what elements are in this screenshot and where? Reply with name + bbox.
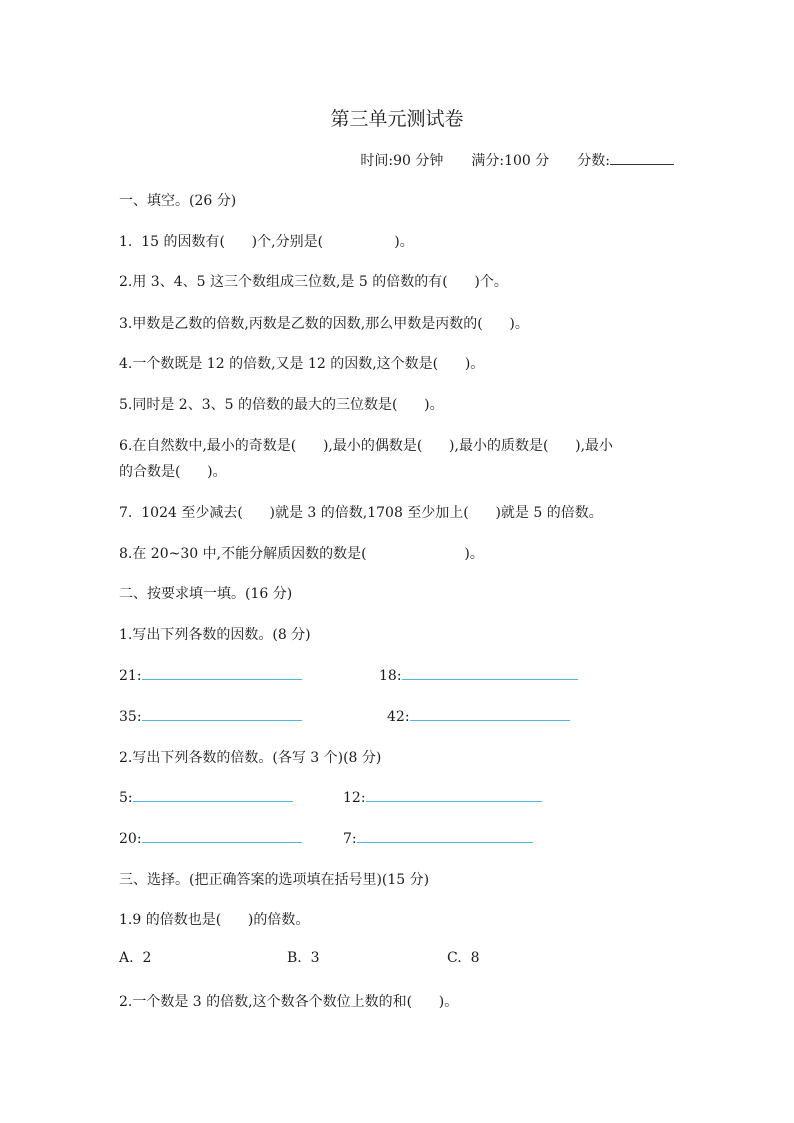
score-label: 分数: — [577, 153, 610, 169]
answer-line[interactable] — [366, 787, 542, 802]
question-1-2: 2.用 3、4、5 这三个数组成三位数,是 5 的倍数的有( )个。 — [119, 274, 508, 290]
section2-sub2: 2.写出下列各数的倍数。(各写 3 个)(8 分) — [119, 750, 382, 766]
multiple-item-20: 20: — [119, 828, 302, 847]
score-field — [577, 153, 674, 169]
question-1-1: 1. 15 的因数有( )个,分别是( )。 — [119, 234, 414, 250]
answer-line[interactable] — [410, 706, 570, 721]
factor-item-21: 21: — [119, 665, 302, 684]
answer-line[interactable] — [133, 787, 293, 802]
answer-line[interactable] — [402, 665, 578, 680]
section1-heading: 一、填空。(26 分) — [119, 193, 237, 209]
question-3-1: 1.9 的倍数也是( )的倍数。 — [119, 912, 310, 928]
full-score: 满分:100 分 — [471, 153, 550, 169]
question-1-7: 7. 1024 至少减去( )就是 3 的倍数,1708 至少加上( )就是 5 的倍数。 — [119, 505, 603, 521]
section2-sub1: 1.写出下列各数的因数。(8 分) — [119, 627, 311, 643]
answer-line[interactable] — [142, 706, 302, 721]
option-c[interactable]: C. 8 — [447, 950, 480, 966]
factor-item-35: 35: — [119, 706, 302, 725]
question-1-6-line2: 的合数是( )。 — [119, 464, 227, 480]
question-1-4: 4.一个数既是 12 的倍数,又是 12 的因数,这个数是( )。 — [119, 356, 485, 372]
score-blank[interactable] — [610, 152, 674, 165]
answer-line[interactable] — [142, 665, 302, 680]
question-1-8: 8.在 20~30 中,不能分解质因数的数是( )。 — [119, 546, 484, 562]
section2-heading: 二、按要求填一填。(16 分) — [119, 586, 293, 602]
question-1-3: 3.甲数是乙数的倍数,丙数是乙数的因数,那么甲数是丙数的( )。 — [119, 316, 529, 332]
multiple-item-7: 7: — [343, 828, 533, 847]
factor-item-42: 42: — [387, 706, 570, 725]
option-b[interactable]: B. 3 — [287, 950, 320, 966]
page-title: 第三单元测试卷 — [330, 108, 464, 130]
multiple-item-5: 5: — [119, 787, 293, 806]
multiple-item-12: 12: — [343, 787, 542, 806]
answer-line[interactable] — [142, 828, 302, 843]
answer-line[interactable] — [357, 828, 533, 843]
question-1-6-line1: 6.在自然数中,最小的奇数是( ),最小的偶数是( ),最小的质数是( ),最小 — [119, 438, 614, 454]
section3-heading: 三、选择。(把正确答案的选项填在括号里)(15 分) — [119, 872, 430, 888]
exam-meta — [360, 150, 674, 170]
option-a[interactable]: A. 2 — [119, 950, 152, 966]
question-1-5: 5.同时是 2、3、5 的倍数的最大的三位数是( )。 — [119, 397, 444, 413]
time-limit: 时间:90 分钟 — [360, 153, 444, 169]
question-3-2: 2.一个数是 3 的倍数,这个数各个数位上数的和( )。 — [119, 994, 459, 1010]
factor-item-18: 18: — [379, 665, 578, 684]
